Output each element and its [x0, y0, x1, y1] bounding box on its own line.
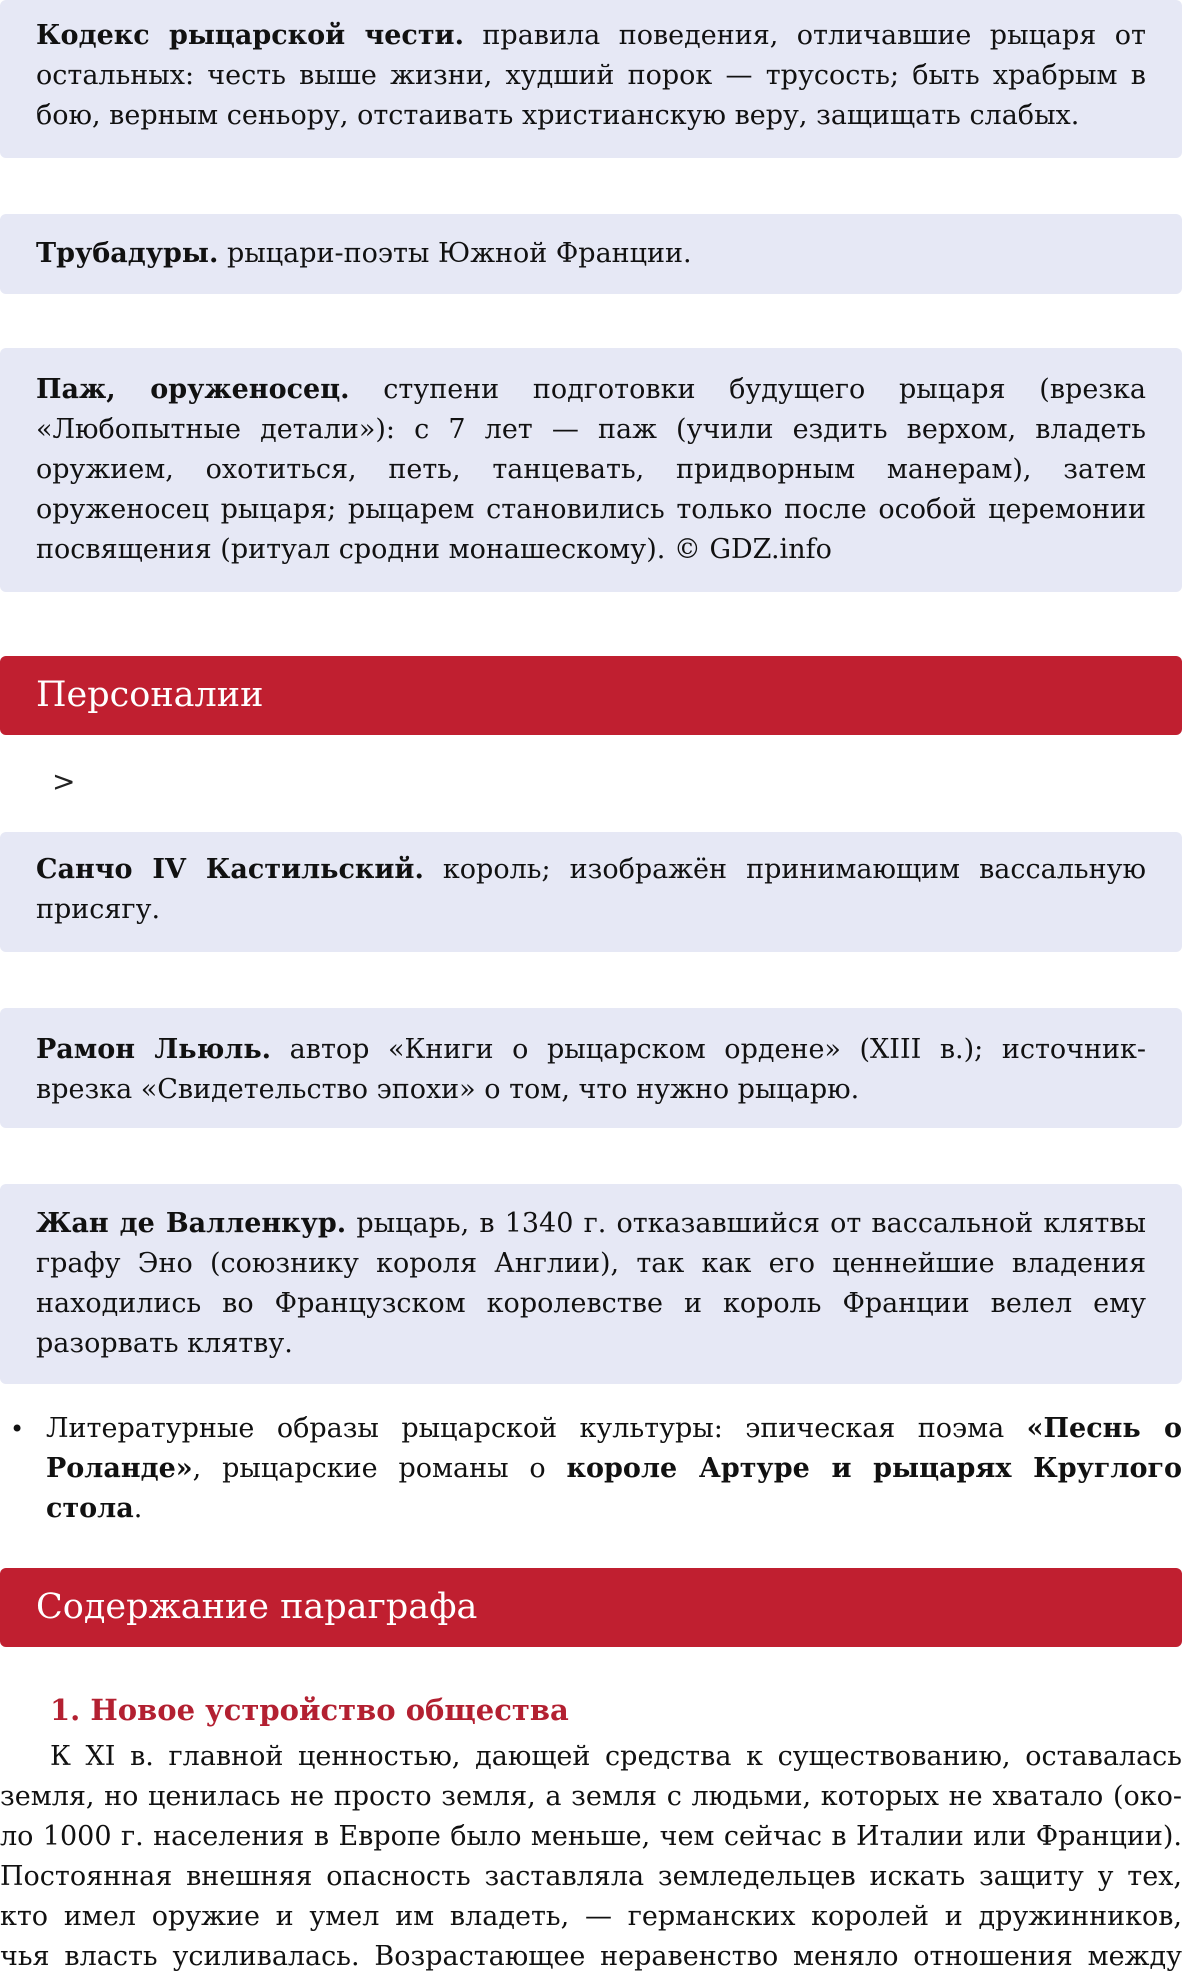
paragraph-line: чья власть усиливалась. Возрастающее неравенство меняло отношения между: [0, 1941, 1182, 1972]
paragraph-line: Постоянная внешняя опасность заставляла земледельцев искать защиту у тех,: [0, 1861, 1182, 1892]
definition-card-code-of-honor: [0, 0, 1182, 158]
definition-text: рыцари-поэты Южной Франции.: [218, 238, 692, 269]
bullet-text-part: .: [133, 1493, 143, 1524]
subsection-title: 1. Новое устройство общества: [50, 1693, 569, 1727]
bullet-bold-roland: «Песнь о Роланде»: [46, 1413, 1182, 1484]
greater-than-symbol: >: [52, 765, 76, 798]
person-text: рыцарь, в 1340 г. отказавшийся от вассальной клятвы графу Эно (союзнику короля Англии), так как его ценнейшие владения находились во Французском королевстве и король Франции велел ему разорвать клятву.: [36, 1208, 1147, 1359]
bullet-text: [46, 1409, 1182, 1529]
definition-text: правила поведения, отличавшие рыцаря от остальных: честь выше жизни, худший порок — трусость; быть храбрым в бою, верным сеньору, отстаивать христианскую веру, защищать слабых.: [36, 20, 1146, 131]
person-name: Санчо IV Кастильский.: [36, 854, 424, 885]
paragraph-line: кто имел оружие и умел им владеть, — германских королей и дружинников,: [0, 1901, 1182, 1932]
definition-term: Трубадуры.: [36, 238, 219, 269]
section-banner-content: Содержание параграфа: [0, 1568, 1182, 1647]
person-card-sancho: [0, 832, 1182, 952]
bullet-bold-arthur: короле Артуре и рыцарях Круглого стола: [46, 1453, 1182, 1524]
person-text: король; изображён принимающим вассальную присягу.: [36, 854, 1146, 925]
definition-text: ступени подготовки будущего рыцаря (врезка «Любопытные детали»): с 7 лет — паж (учили ездить верхом, владеть оружием, охотиться, петь, танцевать, придворным манерам), затем оруженосец рыцаря; рыцарем становились только после особой церемонии посвящения (ритуал сродни монашескому). © GDZ.info: [36, 374, 1146, 565]
paragraph-line: земля, но ценилась не просто земля, а земля с людьми, которых не хватало (око-: [0, 1781, 1182, 1812]
bullet-icon: •: [10, 1415, 25, 1443]
person-text: автор «Книги о рыцарском ордене» (XIII в.); источник-врезка «Свидетельство эпохи» о том, что нужно рыцарю.: [36, 1034, 1146, 1105]
definition-term: Кодекс рыцарской чести.: [36, 20, 464, 51]
paragraph: [0, 1737, 1182, 1977]
definition-card-page-squire: [0, 348, 1182, 592]
person-card-jean-de-vallencourt: [0, 1184, 1182, 1384]
bullet-literature: [0, 1409, 1182, 1529]
person-name: Рамон Льюль.: [36, 1034, 272, 1065]
paragraph-line: К XI в. главной ценностью, дающей средства к существованию, оставалась: [50, 1741, 1182, 1772]
bullet-text-part: , рыцарские романы о: [192, 1453, 567, 1484]
paragraph-line: ло 1000 г. населения в Европе было меньше, чем сейчас в Италии или Франции).: [0, 1821, 1182, 1852]
section-banner-personalia: Персоналии: [0, 656, 1182, 735]
definition-card-troubadours: [0, 214, 1182, 294]
person-card-ramon-llull: [0, 1008, 1182, 1128]
person-name: Жан де Валленкур.: [36, 1208, 347, 1239]
bullet-text-part: Литературные образы рыцарской культуры: эпическая поэма: [46, 1413, 1027, 1444]
definition-term: Паж, оруженосец.: [36, 374, 350, 405]
